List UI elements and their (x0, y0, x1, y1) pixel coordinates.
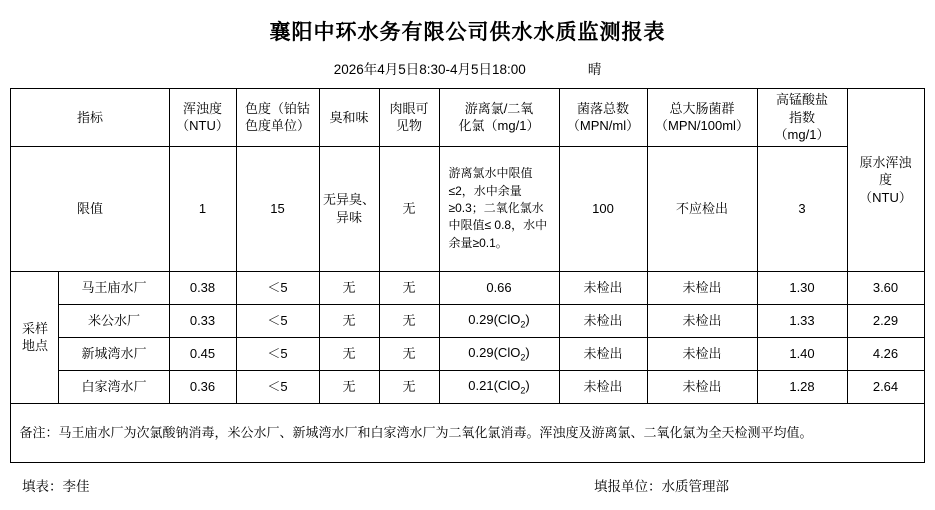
header-visible-matter: 肉眼可 见物 (379, 89, 439, 147)
report-period: 2026年4月5日8:30-4月5日18:00 (333, 62, 526, 77)
cell-turbidity: 0.45 (169, 337, 236, 370)
table-row (11, 271, 924, 304)
cell-visible-matter: 无 (379, 271, 439, 304)
table-row (11, 337, 924, 370)
table-row (11, 370, 924, 403)
limit-odor: 无异臭、 异味 (319, 146, 379, 271)
limit-label: 限值 (11, 146, 169, 271)
cell-raw-turbidity: 2.64 (847, 370, 924, 403)
subtitle-row (0, 46, 935, 88)
cell-permanganate: 1.28 (757, 370, 847, 403)
cell-colony-count: 未检出 (559, 271, 647, 304)
header-turbidity: 浑浊度 （NTU） (169, 89, 236, 147)
header-raw-turbidity: 原水浑浊 度 （NTU） (847, 89, 924, 272)
cell-visible-matter: 无 (379, 370, 439, 403)
limit-chlorine: 游离氯水中限值 ≤2，水中余量≥0.3；二氧化氯水中限值≤ 0.8，水中余量≥0.1。 (439, 146, 559, 271)
cell-turbidity: 0.33 (169, 304, 236, 337)
header-odor: 臭和味 (319, 89, 379, 147)
cell-colony-count: 未检出 (559, 337, 647, 370)
plant-name: 米公水厂 (59, 304, 169, 337)
page-title: 襄阳中环水务有限公司供水水质监测报表 (269, 21, 666, 44)
weather-label: 晴 (587, 62, 602, 77)
header-indicator: 指标 (11, 89, 169, 147)
cell-visible-matter: 无 (379, 337, 439, 370)
cell-chlorine: 0.66 (439, 271, 559, 304)
cell-permanganate: 1.33 (757, 304, 847, 337)
cell-raw-turbidity: 3.60 (847, 271, 924, 304)
cell-raw-turbidity: 2.29 (847, 304, 924, 337)
cell-coliform: 未检出 (647, 337, 757, 370)
header-chroma: 色度（铂钴 色度单位） (236, 89, 319, 147)
cell-odor: 无 (319, 304, 379, 337)
footer-filler: 填表：李佳 (22, 478, 90, 494)
cell-raw-turbidity: 4.26 (847, 337, 924, 370)
limit-value-row (11, 146, 924, 271)
cell-chroma: ＜5 (236, 271, 319, 304)
limit-chroma: 15 (236, 146, 319, 271)
cell-visible-matter: 无 (379, 304, 439, 337)
cell-odor: 无 (319, 271, 379, 304)
cell-chroma: ＜5 (236, 370, 319, 403)
cell-chlorine: 0.21(ClO$_2$) (439, 370, 559, 403)
plant-name: 新城湾水厂 (59, 337, 169, 370)
cell-permanganate: 1.40 (757, 337, 847, 370)
cell-turbidity: 0.38 (169, 271, 236, 304)
header-coliform: 总大肠菌群 （MPN/100ml） (647, 89, 757, 147)
header-colony-count: 菌落总数 （MPN/ml） (559, 89, 647, 147)
table-note: 备注：马王庙水厂为次氯酸钠消毒，米公水厂、新城湾水厂和白家湾水厂为二氧化氯消毒。浑浊度及游离氯、二氧化氯为全天检测平均值。 (11, 403, 924, 462)
cell-colony-count: 未检出 (559, 370, 647, 403)
limit-permanganate: 3 (757, 146, 847, 271)
sample-location-label: 采样 地点 (11, 271, 59, 403)
limit-coliform: 不应检出 (647, 146, 757, 271)
cell-colony-count: 未检出 (559, 304, 647, 337)
table-row (11, 304, 924, 337)
limit-turbidity: 1 (169, 146, 236, 271)
cell-chlorine: 0.29(ClO$_2$) (439, 337, 559, 370)
cell-odor: 无 (319, 337, 379, 370)
table-header-row (11, 89, 924, 147)
cell-coliform: 未检出 (647, 370, 757, 403)
water-quality-table (10, 88, 924, 463)
footer-unit: 填报单位：水质管理部 (594, 478, 729, 494)
cell-chlorine: 0.29(ClO$_2$) (439, 304, 559, 337)
cell-turbidity: 0.36 (169, 370, 236, 403)
cell-chroma: ＜5 (236, 304, 319, 337)
limit-colony-count: 100 (559, 146, 647, 271)
header-chlorine: 游离氯/二氧 化氯（mg/1） (439, 89, 559, 147)
report-footer (16, 463, 919, 495)
plant-name: 马王庙水厂 (59, 271, 169, 304)
cell-coliform: 未检出 (647, 271, 757, 304)
cell-coliform: 未检出 (647, 304, 757, 337)
note-row (11, 403, 924, 462)
cell-odor: 无 (319, 370, 379, 403)
plant-name: 白家湾水厂 (59, 370, 169, 403)
cell-permanganate: 1.30 (757, 271, 847, 304)
header-permanganate: 高锰酸盐 指数 （mg/1） (757, 89, 847, 147)
cell-chroma: ＜5 (236, 337, 319, 370)
limit-visible-matter: 无 (379, 146, 439, 271)
